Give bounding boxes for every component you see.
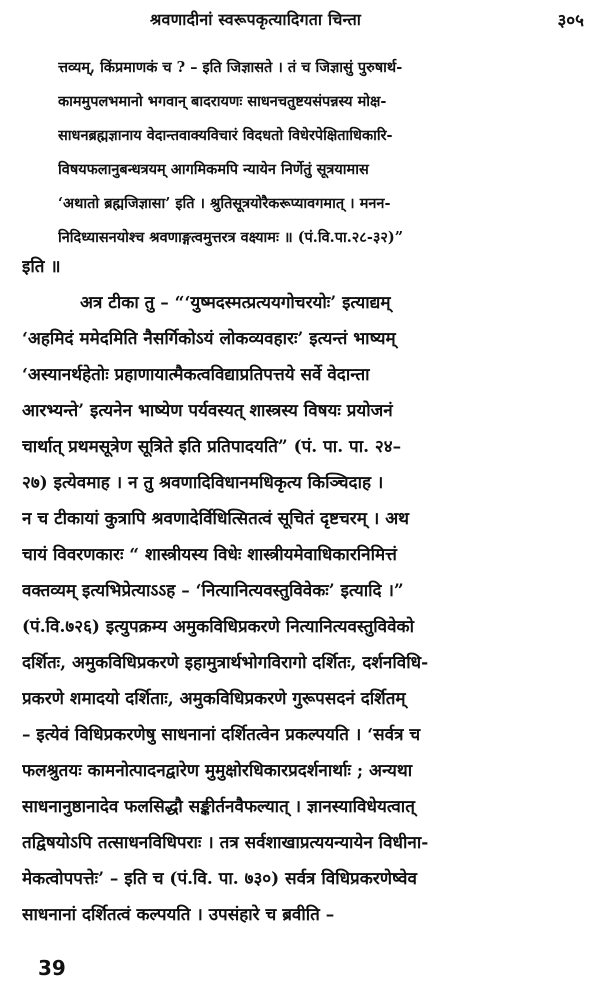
body-line: दर्शितः, अमुकविधिप्रकरणे इहामुत्रार्थभोगविरागो दर्शितः, दर्शनविधि- [22,653,429,673]
body-line: आरभ्यन्ते’ इत्यनेन भाष्येण पर्यवस्यत् शास्त्रस्य विषयः प्रयोजनं [22,401,393,421]
running-header [0,8,600,32]
quote-line: साधनब्रह्मज्ञानाय वेदान्तवाक्यविचारं विदधतो विधेरपेक्षिताधिकारि- [58,127,393,144]
body-line: चायं विवरणकारः “ शास्त्रीयस्य विधेः शास्त्रीयमेवाधिकारनिमित्तं [22,545,397,565]
body-line: ‘अस्यानर्थहेतोः प्रहाणायात्मैकत्वविद्याप्रतिपत्तये सर्वे वेदान्ता [22,365,370,385]
body-line: २७) इत्येवमाह । न तु श्रवणादिविधानमधिकृत्य किञ्चिदाह । [22,473,384,493]
body-line: (पं.वि.७२६) इत्युपक्रम्य अमुकविधिप्रकरणे नित्यानित्यवस्तुविवेको [22,617,415,637]
body-line: मेकत्वोपपत्तेः’ – इति च (पं.वि. पा. ७३०) सर्वत्र विधिप्रकरणेष्वेव [22,869,417,889]
page-number: ३०५ [557,11,584,31]
body-line: चार्थात् प्रथमसूत्रेण सूत्रिते इति प्रतिपादयति” (पं. पा. पा. २४– [22,437,402,457]
quote-line: ‘अथातो ब्रह्मजिज्ञासा’ इति । श्रुतिसूत्रयोरैकरूप्यावगमात् । मनन- [58,195,391,212]
body-line: साधनानुष्ठानादेव फलसिद्धौ सङ्कीर्तनवैफल्यात् । ज्ञानस्याविधेयत्वात् [22,797,415,817]
body-line: न च टीकायां कुत्रापि श्रवणादेर्विधित्सितत्वं सूचितं दृष्टचरम् । अथ [22,509,410,529]
running-title: श्रवणादीनां स्वरूपकृत्यादिगता चिन्ता [150,10,362,29]
quote-line: विषयफलानुबन्धत्रयम् आगमिकमपि न्यायेन निर्णेतुं सूत्रयामास [58,161,369,178]
body-line: वक्तव्यम् इत्यभिप्रेत्याऽऽह – ‘नित्यानित्यवस्तुविवेकः’ इत्यादि ।” [22,581,404,601]
body-line: प्रकरणे शमादयो दर्शिताः, अमुकविधिप्रकरणे गुरूपसदनं दर्शितम् [22,689,406,709]
quote-line: निदिध्यासनयोश्च श्रवणाङ्गत्वमुत्तरत्र वक्ष्यामः ॥ (पं.वि.पा.२८-३२)” [58,229,404,246]
body-line: तद्विषयोऽपि तत्साधनविधिपराः । तत्र सर्वशाखाप्रत्ययन्यायेन विधीना- [22,833,429,853]
body-line: – इत्येवं विधिप्रकरणेषु साधनानां दर्शितत्वेन प्रकल्पयति । ‘सर्वत्र च [22,725,421,745]
quote-line: काममुपलभमानो भगवान् बादरायणः साधनचतुष्टयसंपन्नस्य मोक्ष- [58,93,387,110]
quote-line: त्तव्यम्, किंप्रमाणकं च ? – इति जिज्ञासते । तं च जिज्ञासुं पुरुषार्थ- [58,59,403,76]
body-line: अत्र टीका तु – “‘युष्मदस्मत्प्रत्ययगोचरयोः’ इत्याद्यम् [80,293,391,313]
body-line: साधनानां दर्शितत्वं कल्पयति । उपसंहारे च ब्रवीति – [22,905,335,925]
body-line: फलश्रुतयः कामनोत्पादनद्वारेण मुमुक्षोरधिकारप्रदर्शनार्थाः ; अन्यथा [22,761,413,781]
page-footer-number: 39 [38,956,66,980]
body-line: इति ॥ [22,257,61,277]
body-line: ‘अहमिदं ममेदमिति नैसर्गिकोऽयं लोकव्यवहारः’ इत्यन्तं भाष्यम् [22,329,396,349]
